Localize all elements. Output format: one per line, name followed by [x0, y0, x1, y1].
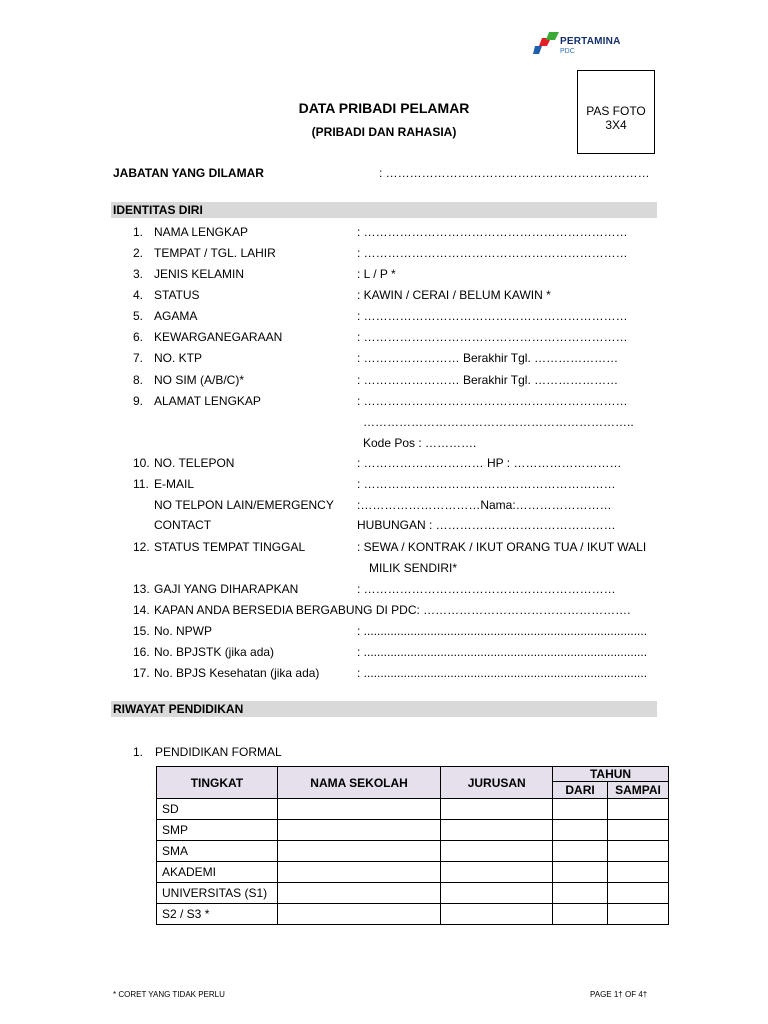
cell-dari[interactable] — [553, 799, 608, 820]
cell-sampai[interactable] — [607, 841, 668, 862]
cell-dari[interactable] — [553, 820, 608, 841]
cell-sampai[interactable] — [607, 799, 668, 820]
field-number: 3. — [133, 267, 144, 281]
cell-nama-sekolah[interactable] — [277, 820, 440, 841]
field-number: 11. — [133, 477, 149, 491]
field-number: 1. — [133, 745, 144, 759]
field-value[interactable]: : ………………………………………………………… — [357, 225, 628, 239]
field-value[interactable]: : KAWIN / CERAI / BELUM KAWIN * — [357, 288, 551, 302]
field-number: 7. — [133, 351, 144, 365]
field-value[interactable]: : …………………… Berakhir Tgl. ………………… — [357, 351, 619, 365]
pendidikan-formal-row — [0, 745, 768, 763]
cell-nama-sekolah[interactable] — [277, 799, 440, 820]
field-value[interactable]: : ………………………………………………………… — [357, 309, 628, 323]
field-label: AGAMA — [154, 309, 198, 323]
field-number: 14. — [133, 603, 150, 617]
field-row — [0, 477, 768, 495]
field-label: NO SIM (A/B/C)* — [154, 373, 245, 387]
field-value[interactable]: :…………………………Nama:…………………… — [357, 498, 612, 512]
field-label: ALAMAT LENGKAP — [154, 394, 261, 408]
status-line2[interactable]: MILIK SENDIRI* — [369, 561, 458, 575]
field-number: 16. — [133, 645, 150, 659]
cell-jurusan[interactable] — [441, 820, 553, 841]
field-label: GAJI YANG DIHARAPKAN — [154, 582, 299, 596]
cell-dari[interactable] — [553, 904, 608, 925]
page-number: PAGE 1† OF 4† — [590, 990, 648, 999]
field-number: 10. — [133, 456, 150, 470]
field-value[interactable]: : ……………………………………………………… — [357, 582, 616, 596]
cell-jurusan[interactable] — [441, 904, 553, 925]
photo-box-line1: PAS FOTO — [586, 104, 646, 118]
field-value[interactable]: : ……………………………………………………… — [357, 477, 616, 491]
cell-jurusan[interactable] — [441, 799, 553, 820]
field-row — [0, 225, 768, 243]
cell-dari[interactable] — [553, 841, 608, 862]
field-row — [0, 498, 768, 516]
row-tingkat: SMP — [157, 820, 278, 841]
field-row — [0, 540, 768, 558]
field-row — [0, 394, 768, 412]
pertamina-logo-icon — [533, 32, 559, 56]
field-value[interactable]: : ..................................................................................... — [357, 666, 648, 680]
section-riwayat-pendidikan: RIWAYAT PENDIDIKAN — [111, 701, 657, 717]
field-label: No. BPJSTK (jika ada) — [154, 645, 275, 659]
field-number: 6. — [133, 330, 144, 344]
table-row — [157, 820, 669, 841]
section-identitas-diri: IDENTITAS DIRI — [111, 202, 657, 218]
table-row — [157, 841, 669, 862]
pertamina-logo — [533, 30, 643, 58]
field-label: No. BPJS Kesehatan (jika ada) — [154, 666, 320, 680]
field-label: E-MAIL — [154, 477, 195, 491]
table-row — [157, 904, 669, 925]
header-dari: DARI — [553, 782, 608, 799]
photo-box-line2: 3X4 — [605, 118, 627, 132]
field-label: JENIS KELAMIN — [154, 267, 245, 281]
field-row — [0, 603, 768, 621]
cell-jurusan[interactable] — [441, 841, 553, 862]
cell-jurusan[interactable] — [441, 883, 553, 904]
field-label: NO. KTP — [154, 351, 203, 365]
cell-sampai[interactable] — [607, 820, 668, 841]
row-tingkat: SMA — [157, 841, 278, 862]
row-tingkat: SD — [157, 799, 278, 820]
cell-nama-sekolah[interactable] — [277, 883, 440, 904]
field-row — [0, 309, 768, 327]
jabatan-label: JABATAN YANG DILAMAR — [113, 166, 264, 180]
kode-pos-field[interactable]: Kode Pos : …………. — [363, 436, 477, 450]
field-number: 13. — [133, 582, 150, 596]
pendidikan-formal-label: PENDIDIKAN FORMAL — [155, 745, 282, 759]
field-row — [0, 518, 768, 536]
field-label: No. NPWP — [154, 624, 213, 638]
logo-sub: PDC — [560, 48, 575, 55]
header-nama-sekolah: NAMA SEKOLAH — [277, 767, 440, 799]
field-value[interactable]: : ………………………………………………………… — [357, 330, 628, 344]
field-number: 2. — [133, 246, 144, 260]
field-number: 4. — [133, 288, 144, 302]
row-tingkat: AKADEMI — [157, 862, 278, 883]
field-row — [0, 351, 768, 369]
cell-nama-sekolah[interactable] — [277, 862, 440, 883]
field-number: 12. — [133, 540, 150, 554]
field-row — [0, 373, 768, 391]
field-value[interactable]: : ..................................................................................... — [357, 624, 648, 638]
field-value[interactable]: : …………………… Berakhir Tgl. ………………… — [357, 373, 619, 387]
field-row — [0, 582, 768, 600]
field-value[interactable]: : ………………………………………………………… — [357, 394, 628, 408]
field-number: 9. — [133, 394, 144, 408]
cell-sampai[interactable] — [607, 883, 668, 904]
field-value[interactable]: HUBUNGAN : ……………………………………… — [357, 518, 616, 532]
field-number: 5. — [133, 309, 144, 323]
table-row — [157, 883, 669, 904]
cell-sampai[interactable] — [607, 904, 668, 925]
field-value[interactable]: : SEWA / KONTRAK / IKUT ORANG TUA / IKUT WALI — [357, 540, 647, 554]
field-label: TEMPAT / TGL. LAHIR — [154, 246, 276, 260]
field-row — [0, 645, 768, 663]
jabatan-field[interactable]: : ………………………………………………………… — [379, 166, 650, 180]
page-subtitle: (PRIBADI DAN RAHASIA) — [311, 125, 457, 139]
field-value[interactable]: : L / P * — [357, 267, 396, 281]
field-row — [0, 330, 768, 348]
field-label: KEWARGANEGARAAN — [154, 330, 283, 344]
field-value[interactable]: : ………………………………………………………… — [357, 246, 628, 260]
page-title: DATA PRIBADI PELAMAR — [298, 100, 470, 116]
cell-nama-sekolah[interactable] — [277, 841, 440, 862]
header-tingkat: TINGKAT — [157, 767, 278, 799]
field-number: 15. — [133, 624, 150, 638]
field-row — [0, 666, 768, 684]
field-number: 1. — [133, 225, 144, 239]
cell-sampai[interactable] — [607, 862, 668, 883]
field-row — [0, 456, 768, 474]
logo-name: PERTAMINA — [560, 36, 621, 47]
field-row — [0, 624, 768, 642]
row-tingkat: S2 / S3 * — [157, 904, 278, 925]
field-label: NAMA LENGKAP — [154, 225, 249, 239]
field-value[interactable]: : ………………………… HP : ……………………… — [357, 456, 622, 470]
field-row — [0, 267, 768, 285]
cell-dari[interactable] — [553, 883, 608, 904]
footnote: * CORET YANG TIDAK PERLU — [113, 990, 225, 999]
header-tahun: TAHUN — [553, 767, 669, 782]
field-row — [0, 288, 768, 306]
field-label: STATUS — [154, 288, 200, 302]
field-number: 17. — [133, 666, 150, 680]
education-table — [156, 766, 669, 925]
table-row — [157, 862, 669, 883]
cell-jurusan[interactable] — [441, 862, 553, 883]
cell-dari[interactable] — [553, 862, 608, 883]
table-row — [157, 799, 669, 820]
field-number: 8. — [133, 373, 144, 387]
field-row — [0, 246, 768, 264]
row-tingkat: UNIVERSITAS (S1) — [157, 883, 278, 904]
field-label: NO. TELEPON — [154, 456, 235, 470]
alamat-line2[interactable]: ………………………………………………………….. — [363, 415, 634, 429]
field-value[interactable]: : ..................................................................................... — [357, 645, 648, 659]
field-label: NO TELPON LAIN/EMERGENCY — [154, 498, 334, 512]
cell-nama-sekolah[interactable] — [277, 904, 440, 925]
header-sampai: SAMPAI — [607, 782, 668, 799]
field-label: CONTACT — [154, 518, 212, 532]
header-jurusan: JURUSAN — [441, 767, 553, 799]
field-label: STATUS TEMPAT TINGGAL — [154, 540, 306, 554]
field-label[interactable]: KAPAN ANDA BERSEDIA BERGABUNG DI PDC: ……………………………………………. — [154, 603, 631, 617]
